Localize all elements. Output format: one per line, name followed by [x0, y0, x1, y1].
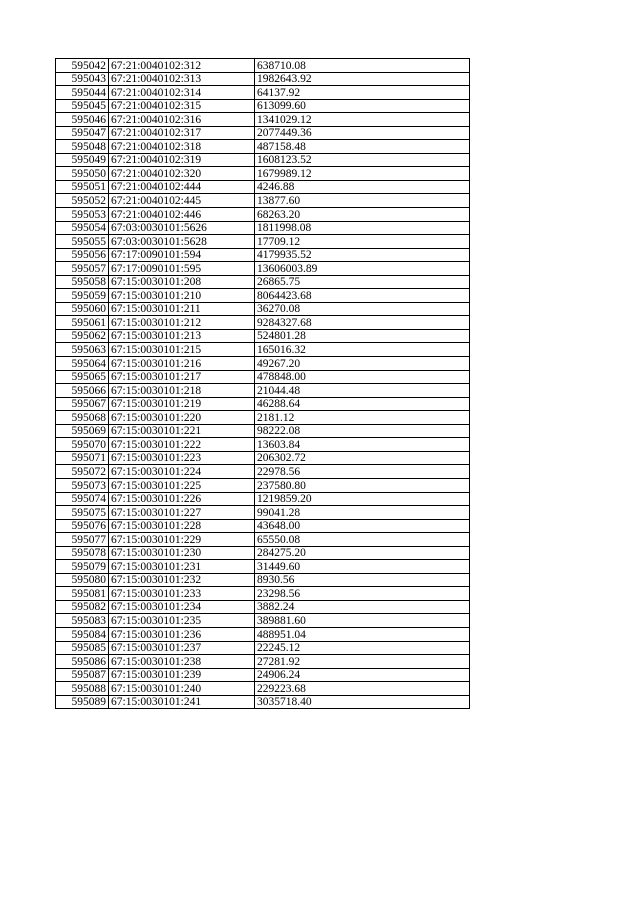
cadastral-number-cell: 67:15:0030101:228: [109, 519, 255, 533]
cadastral-number-cell: 67:21:0040102:316: [109, 113, 255, 127]
row-id-cell: 595050: [56, 167, 109, 181]
table-row: [56, 343, 470, 357]
table-row: [56, 506, 470, 520]
cadastral-number-cell: 67:15:0030101:216: [109, 357, 255, 371]
cadastral-number-cell: 67:15:0030101:230: [109, 546, 255, 560]
cadastral-number-cell: 67:17:0090101:595: [109, 262, 255, 276]
value-cell: 22245.12: [255, 641, 470, 655]
row-id-cell: 595054: [56, 221, 109, 235]
cadastral-number-cell: 67:15:0030101:238: [109, 655, 255, 669]
table-row: [56, 86, 470, 100]
table-row: [56, 72, 470, 86]
value-cell: 2181.12: [255, 411, 470, 425]
row-id-cell: 595074: [56, 492, 109, 506]
table-row: [56, 113, 470, 127]
value-cell: 49267.20: [255, 357, 470, 371]
table-row: [56, 573, 470, 587]
cadastral-value-table: [55, 58, 470, 709]
table-row: [56, 194, 470, 208]
value-cell: 31449.60: [255, 560, 470, 574]
row-id-cell: 595065: [56, 370, 109, 384]
row-id-cell: 595066: [56, 384, 109, 398]
cadastral-number-cell: 67:15:0030101:213: [109, 329, 255, 343]
value-cell: 1811998.08: [255, 221, 470, 235]
table-row: [56, 208, 470, 222]
row-id-cell: 595076: [56, 519, 109, 533]
row-id-cell: 595088: [56, 682, 109, 696]
table-row: [56, 221, 470, 235]
row-id-cell: 595059: [56, 289, 109, 303]
value-cell: 99041.28: [255, 506, 470, 520]
table-row: [56, 627, 470, 641]
cadastral-number-cell: 67:21:0040102:446: [109, 208, 255, 222]
row-id-cell: 595085: [56, 641, 109, 655]
row-id-cell: 595060: [56, 302, 109, 316]
table-row: [56, 411, 470, 425]
cadastral-number-cell: 67:15:0030101:211: [109, 302, 255, 316]
cadastral-number-cell: 67:15:0030101:232: [109, 573, 255, 587]
row-id-cell: 595082: [56, 600, 109, 614]
value-cell: 24906.24: [255, 668, 470, 682]
table-row: [56, 384, 470, 398]
cadastral-number-cell: 67:15:0030101:217: [109, 370, 255, 384]
value-cell: 1679989.12: [255, 167, 470, 181]
value-cell: 524801.28: [255, 329, 470, 343]
table-row: [56, 289, 470, 303]
value-cell: 13877.60: [255, 194, 470, 208]
cadastral-number-cell: 67:15:0030101:235: [109, 614, 255, 628]
value-cell: 17709.12: [255, 235, 470, 249]
value-cell: 2077449.36: [255, 126, 470, 140]
cadastral-number-cell: 67:15:0030101:220: [109, 411, 255, 425]
value-cell: 389881.60: [255, 614, 470, 628]
cadastral-number-cell: 67:15:0030101:227: [109, 506, 255, 520]
row-id-cell: 595043: [56, 72, 109, 86]
table-row: [56, 546, 470, 560]
row-id-cell: 595089: [56, 695, 109, 709]
table-row: [56, 235, 470, 249]
cadastral-number-cell: 67:03:0030101:5628: [109, 235, 255, 249]
cadastral-number-cell: 67:15:0030101:212: [109, 316, 255, 330]
value-cell: 13606003.89: [255, 262, 470, 276]
value-cell: 487158.48: [255, 140, 470, 154]
cadastral-number-cell: 67:15:0030101:231: [109, 560, 255, 574]
row-id-cell: 595049: [56, 153, 109, 167]
cadastral-number-cell: 67:15:0030101:234: [109, 600, 255, 614]
value-cell: 1608123.52: [255, 153, 470, 167]
row-id-cell: 595048: [56, 140, 109, 154]
value-cell: 21044.48: [255, 384, 470, 398]
value-cell: 237580.80: [255, 478, 470, 492]
table-row: [56, 99, 470, 113]
value-cell: 1982643.92: [255, 72, 470, 86]
row-id-cell: 595063: [56, 343, 109, 357]
row-id-cell: 595080: [56, 573, 109, 587]
value-cell: 26865.75: [255, 275, 470, 289]
row-id-cell: 595078: [56, 546, 109, 560]
cadastral-number-cell: 67:15:0030101:241: [109, 695, 255, 709]
table-row: [56, 153, 470, 167]
table-row: [56, 397, 470, 411]
cadastral-number-cell: 67:15:0030101:226: [109, 492, 255, 506]
row-id-cell: 595055: [56, 235, 109, 249]
table-row: [56, 275, 470, 289]
cadastral-number-cell: 67:15:0030101:224: [109, 465, 255, 479]
table-row: [56, 600, 470, 614]
row-id-cell: 595046: [56, 113, 109, 127]
row-id-cell: 595075: [56, 506, 109, 520]
value-cell: 68263.20: [255, 208, 470, 222]
cadastral-number-cell: 67:21:0040102:313: [109, 72, 255, 86]
table-row: [56, 668, 470, 682]
table-row: [56, 329, 470, 343]
value-cell: 3035718.40: [255, 695, 470, 709]
table-row: [56, 262, 470, 276]
value-cell: 4179935.52: [255, 248, 470, 262]
cadastral-number-cell: 67:21:0040102:312: [109, 59, 255, 73]
table-body: [56, 59, 470, 709]
value-cell: 229223.68: [255, 682, 470, 696]
cadastral-number-cell: 67:15:0030101:236: [109, 627, 255, 641]
cadastral-number-cell: 67:15:0030101:239: [109, 668, 255, 682]
value-cell: 206302.72: [255, 451, 470, 465]
row-id-cell: 595062: [56, 329, 109, 343]
table-row: [56, 316, 470, 330]
table-row: [56, 167, 470, 181]
cadastral-number-cell: 67:15:0030101:229: [109, 533, 255, 547]
cadastral-number-cell: 67:15:0030101:223: [109, 451, 255, 465]
cadastral-number-cell: 67:21:0040102:319: [109, 153, 255, 167]
cadastral-number-cell: 67:15:0030101:208: [109, 275, 255, 289]
cadastral-number-cell: 67:21:0040102:318: [109, 140, 255, 154]
value-cell: 9284327.68: [255, 316, 470, 330]
cadastral-number-cell: 67:21:0040102:320: [109, 167, 255, 181]
value-cell: 1219859.20: [255, 492, 470, 506]
cadastral-number-cell: 67:03:0030101:5626: [109, 221, 255, 235]
table-row: [56, 424, 470, 438]
table-row: [56, 140, 470, 154]
row-id-cell: 595081: [56, 587, 109, 601]
value-cell: 27281.92: [255, 655, 470, 669]
value-cell: 3882.24: [255, 600, 470, 614]
table-row: [56, 614, 470, 628]
row-id-cell: 595071: [56, 451, 109, 465]
row-id-cell: 595051: [56, 180, 109, 194]
value-cell: 165016.32: [255, 343, 470, 357]
row-id-cell: 595044: [56, 86, 109, 100]
value-cell: 4246.88: [255, 180, 470, 194]
table-row: [56, 682, 470, 696]
cadastral-number-cell: 67:15:0030101:215: [109, 343, 255, 357]
row-id-cell: 595042: [56, 59, 109, 73]
value-cell: 22978.56: [255, 465, 470, 479]
row-id-cell: 595053: [56, 208, 109, 222]
value-cell: 46288.64: [255, 397, 470, 411]
value-cell: 36270.08: [255, 302, 470, 316]
row-id-cell: 595087: [56, 668, 109, 682]
row-id-cell: 595045: [56, 99, 109, 113]
cadastral-number-cell: 67:15:0030101:210: [109, 289, 255, 303]
table-row: [56, 357, 470, 371]
cadastral-number-cell: 67:21:0040102:445: [109, 194, 255, 208]
row-id-cell: 595070: [56, 438, 109, 452]
table-row: [56, 370, 470, 384]
row-id-cell: 595067: [56, 397, 109, 411]
cadastral-number-cell: 67:15:0030101:221: [109, 424, 255, 438]
value-cell: 8930.56: [255, 573, 470, 587]
table-row: [56, 519, 470, 533]
cadastral-number-cell: 67:21:0040102:317: [109, 126, 255, 140]
value-cell: 8064423.68: [255, 289, 470, 303]
row-id-cell: 595047: [56, 126, 109, 140]
row-id-cell: 595072: [56, 465, 109, 479]
row-id-cell: 595077: [56, 533, 109, 547]
value-cell: 488951.04: [255, 627, 470, 641]
table-row: [56, 478, 470, 492]
table-row: [56, 180, 470, 194]
value-cell: 1341029.12: [255, 113, 470, 127]
table-row: [56, 248, 470, 262]
cadastral-number-cell: 67:15:0030101:225: [109, 478, 255, 492]
value-cell: 98222.08: [255, 424, 470, 438]
table-row: [56, 533, 470, 547]
cadastral-number-cell: 67:21:0040102:314: [109, 86, 255, 100]
cadastral-number-cell: 67:21:0040102:315: [109, 99, 255, 113]
value-cell: 23298.56: [255, 587, 470, 601]
row-id-cell: 595061: [56, 316, 109, 330]
row-id-cell: 595052: [56, 194, 109, 208]
row-id-cell: 595056: [56, 248, 109, 262]
value-cell: 65550.08: [255, 533, 470, 547]
cadastral-number-cell: 67:15:0030101:237: [109, 641, 255, 655]
table-row: [56, 492, 470, 506]
table-row: [56, 587, 470, 601]
value-cell: 13603.84: [255, 438, 470, 452]
row-id-cell: 595073: [56, 478, 109, 492]
cadastral-number-cell: 67:15:0030101:233: [109, 587, 255, 601]
table-row: [56, 438, 470, 452]
value-cell: 43648.00: [255, 519, 470, 533]
cadastral-number-cell: 67:17:0090101:594: [109, 248, 255, 262]
row-id-cell: 595079: [56, 560, 109, 574]
row-id-cell: 595069: [56, 424, 109, 438]
value-cell: 613099.60: [255, 99, 470, 113]
row-id-cell: 595068: [56, 411, 109, 425]
cadastral-number-cell: 67:21:0040102:444: [109, 180, 255, 194]
value-cell: 64137.92: [255, 86, 470, 100]
table-row: [56, 59, 470, 73]
table-row: [56, 302, 470, 316]
row-id-cell: 595086: [56, 655, 109, 669]
row-id-cell: 595084: [56, 627, 109, 641]
table-row: [56, 641, 470, 655]
row-id-cell: 595057: [56, 262, 109, 276]
table-row: [56, 126, 470, 140]
value-cell: 284275.20: [255, 546, 470, 560]
table-row: [56, 695, 470, 709]
row-id-cell: 595083: [56, 614, 109, 628]
cadastral-number-cell: 67:15:0030101:222: [109, 438, 255, 452]
value-cell: 478848.00: [255, 370, 470, 384]
table-row: [56, 451, 470, 465]
value-cell: 638710.08: [255, 59, 470, 73]
row-id-cell: 595064: [56, 357, 109, 371]
table-row: [56, 655, 470, 669]
row-id-cell: 595058: [56, 275, 109, 289]
cadastral-number-cell: 67:15:0030101:218: [109, 384, 255, 398]
cadastral-number-cell: 67:15:0030101:240: [109, 682, 255, 696]
cadastral-number-cell: 67:15:0030101:219: [109, 397, 255, 411]
table-row: [56, 560, 470, 574]
table-row: [56, 465, 470, 479]
